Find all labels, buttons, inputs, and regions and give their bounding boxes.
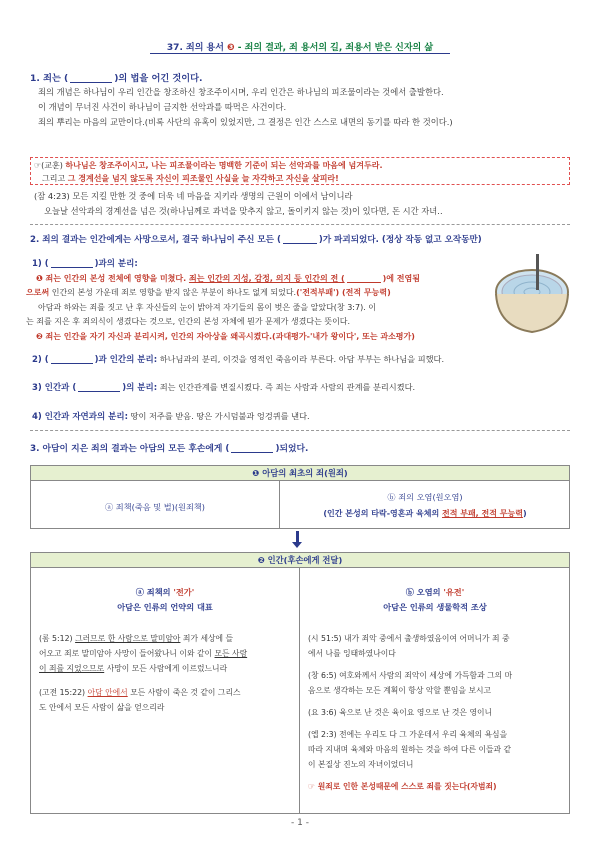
point-1-line-4: 는 죄를 지은 후 죄의식이 생겼다는 것으로, 인간의 본성 자체에 뭔가 문제가 생겼다는 뜻이다. — [26, 317, 351, 326]
point-1-line-1: ❶ 죄는 인간의 본성 전체에 영향을 미쳤다. 죄는 인간의 지성, 감정, 의지 등 인간의 전 ( )에 전염됨 — [36, 274, 420, 283]
s1-line-2: 이 개념이 무너진 사건이 하나님이 금지한 선악과를 따먹은 사건이다. — [38, 102, 287, 112]
rom-5-12-line-1: (롬 5:12) 그러므로 한 사람으로 말미암아 죄가 세상에 들 — [39, 634, 234, 643]
box-1-header: ❶ 아담의 최초의 죄(원죄) — [31, 466, 569, 481]
ink-bowl-illustration-icon — [492, 252, 572, 342]
lesson-line-2: 그리고 그 경계선을 넘지 않도록 자신이 피조물인 사실을 늘 자각하고 자신을 살피라! — [42, 174, 339, 183]
jn-3-6-line: (요 3:6) 육으로 난 것은 육이요 영으로 난 것은 영이니 — [308, 708, 493, 717]
rom-5-12-line-3: 이 죄를 지었으므로 사망이 모든 사람에게 이르렀느니라 — [39, 664, 228, 673]
page-number: - 1 - — [291, 818, 309, 828]
s1-verse-1: (잠 4:23) 모든 지킬 만한 것 중에 더욱 네 마음을 지키라 생명의 근원이 이에서 남이니라 — [34, 191, 353, 201]
gen-6-5-line-1: (창 6:5) 여호와께서 사람의 죄악이 세상에 가득함과 그의 마 — [308, 671, 513, 680]
imputation-title: ⓐ 죄책의 '전가' — [135, 587, 195, 597]
inheritance-title: ⓑ 오염의 '유전' — [405, 587, 465, 597]
title-mark: ❸ — [227, 43, 235, 53]
title-rest: - 죄의 결과, 죄 용서의 길, 죄용서 받은 신자의 삶 — [234, 43, 434, 53]
down-arrow-head-icon — [292, 542, 302, 548]
imputation-subtitle: 아담은 인류의 언약의 대표 — [117, 602, 213, 612]
box-2-header: ❷ 인간(후손에게 전달) — [31, 553, 569, 568]
section-2-heading: 2. 죄의 결과는 인간에게는 사망으로서, 결국 하나님이 주신 모든 ( )가 파괴되었다. (정상 작동 없고 오작동만) — [30, 235, 482, 245]
section-1-heading: 1. 죄는 ( )의 법을 어긴 것이다. — [30, 73, 203, 84]
lesson-line-1: ☞(교훈) 하나님은 창조주이시고, 나는 피조물이라는 명백한 기준이 되는 선악과를 마음에 넘겨두라. — [34, 161, 383, 170]
original-sin-box — [30, 465, 570, 529]
point-1-line-5: ❷ 죄는 인간을 자기 자신과 분리시켜, 인간의 자아상을 왜곡시켰다.(과대평가-'내가 왕이다', 또는 과소평가) — [36, 332, 415, 341]
section-3-heading: 3. 아담이 지은 죄의 결과는 아담의 모든 후손에게 ( )되었다. — [30, 444, 309, 454]
eph-2-3-line-3: 이 본질상 진노의 자녀이었더니 — [308, 760, 414, 769]
divider-1 — [30, 224, 570, 225]
point-1-line-3: 아담과 하와는 죄를 짓고 난 후 자신들의 눈이 밝아져 자기들의 몸이 벗은 줄을 알았다(창 3:7). 이 — [38, 303, 377, 312]
s1-line-1: 죄의 개념은 하나님이 우리 인간을 창조하신 창조주이시며, 우리 인간은 하나님의 피조물이라는 것에서 출발한다. — [38, 87, 444, 97]
eph-2-3-line-2: 따라 지내며 육체와 마음의 원하는 것을 하여 다른 이들과 같 — [308, 745, 512, 754]
point-2-heading: 2) ( )과 인간의 분리: 하나님과의 분리, 이것을 영적인 죽음이라 부른다. 아담 부부는 하나님을 피했다. — [32, 354, 445, 365]
transmission-box — [30, 552, 570, 814]
actual-sin-note: ☞ 원죄로 인한 본성때문에 스스로 죄를 짓는다(자범죄) — [308, 782, 497, 791]
point-1-line-2: 으로써 인간의 본성 가운데 죄로 영향을 받지 않은 부분이 하나도 없게 되었다.('전적부패') (전적 무능력) — [26, 288, 391, 297]
cor-15-22-line-2: 도 안에서 모든 사람이 삶을 얻으리라 — [39, 703, 165, 712]
s1-line-3: 죄의 뿌리는 마음의 교만이다.(비록 사단의 유혹이 있었지만, 그 결정은 인간 스스로 내면의 동기를 따라 한 것이다.) — [38, 117, 453, 127]
ps-51-5-line-2: 에서 나를 잉태하였나이다 — [308, 649, 396, 658]
point-1-heading: 1) ( )과의 분리: — [32, 259, 138, 269]
rom-5-12-line-2: 어오고 죄로 말미암아 사망이 들어왔나니 이와 같이 모든 사람 — [39, 649, 248, 658]
title-number: 37. 죄의 용서 — [166, 43, 228, 53]
pollution-cell-title: ⓑ 죄의 오염(원오염) — [387, 492, 463, 502]
divider-2 — [30, 430, 570, 431]
title-underline — [150, 53, 450, 54]
eph-2-3-line-1: (엡 2:3) 전에는 우리도 다 그 가운데서 우리 육체의 욕심을 — [308, 730, 508, 739]
inheritance-subtitle: 아담은 인류의 생물학적 조상 — [383, 602, 487, 612]
pollution-cell-sub: (인간 본성의 타락-영혼과 육체의 전적 부패, 전적 무능력) — [323, 509, 527, 518]
page-title — [0, 40, 600, 53]
box-1-divider — [279, 480, 280, 529]
point-4-heading: 4) 인간과 자연과의 분리: 땅이 저주를 받음. 땅은 가시덤불과 엉겅퀴를 낸다. — [32, 411, 310, 422]
s1-verse-2: 오늘날 선악과의 경계선을 넘은 것(하나님께로 과녁을 맞추지 않고, 돌이키지 않는 것)이 있다면, 돈 시간 자녀.. — [44, 206, 443, 216]
ps-51-5-line-1: (시 51:5) 내가 죄악 중에서 출생하였음이여 어머니가 죄 중 — [308, 634, 510, 643]
guilt-cell: ⓐ 죄책(죽음 및 벌)(원죄책) — [105, 502, 205, 512]
point-3-heading: 3) 인간과 ( )의 분리: 죄는 인간관계를 변질시켰다. 즉 죄는 사람과 사람의 관계를 분리시켰다. — [32, 382, 416, 393]
gen-6-5-line-2: 음으로 생각하는 모든 계획이 항상 악할 뿐임을 보시고 — [308, 686, 492, 695]
cor-15-22-line-1: (고전 15:22) 아담 안에서 모든 사람이 죽은 것 같이 그리스 — [39, 688, 241, 697]
